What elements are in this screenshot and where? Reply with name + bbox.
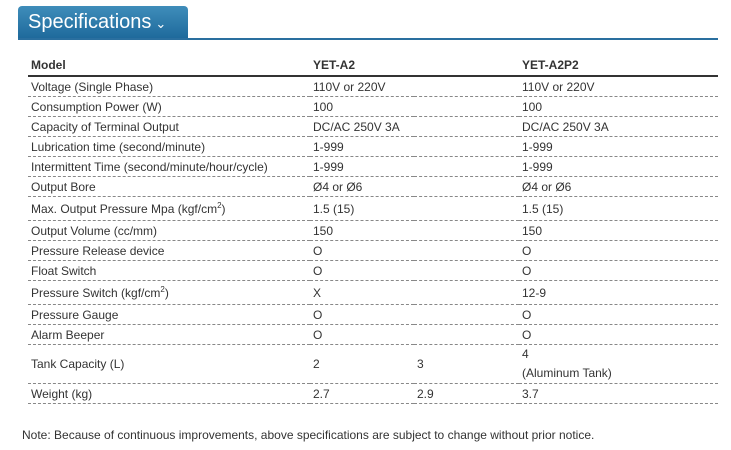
header-blank [414,54,519,76]
value-yet-a2: 1.5 (15) [310,197,414,221]
value-yet-a2: 1-999 [310,157,414,177]
row-label: Lubrication time (second/minute) [28,137,310,157]
value-yet-a2: O [310,305,414,325]
row-label: Float Switch [28,261,310,281]
table-row [28,117,718,137]
table-row [28,325,718,345]
table-row [28,261,718,281]
table-row [28,157,718,177]
value-yet-a2: Ø4 or Ø6 [310,177,414,197]
table-row [28,197,718,221]
value-yet-a2p2: O [519,261,718,281]
value-yet-a2: 100 [310,97,414,117]
row-label: Output Volume (cc/mm) [28,221,310,241]
value-yet-a2p2: 1-999 [519,157,718,177]
row-label: Intermittent Time (second/minute/hour/cycle) [28,157,310,177]
value-yet-a2p2: 100 [519,97,718,117]
value-yet-a2p2: DC/AC 250V 3A [519,117,718,137]
footnote: Note: Because of continuous improvements, above specifications are subject to change without prior notice. [22,428,595,442]
table-row [28,76,718,97]
value-yet-a2p2: 150 [519,221,718,241]
row-label: Alarm Beeper [28,325,310,345]
table-row [28,305,718,325]
table-header-row [28,54,718,76]
specifications-tab[interactable] [18,6,188,38]
value-yet-a2-alt [414,157,519,177]
table-row [28,241,718,261]
value-yet-a2: 1-999 [310,137,414,157]
value-yet-a2-alt [414,177,519,197]
table-row [28,345,718,384]
row-label: Consumption Power (W) [28,97,310,117]
value-yet-a2-alt [414,197,519,221]
specifications-table [28,54,718,404]
row-label: Max. Output Pressure Mpa $(kgf/cm^2)$ [28,197,310,221]
table-row [28,137,718,157]
value-yet-a2p2: O [519,241,718,261]
value-yet-a2: 2.7 [310,384,414,404]
row-label: Output Bore [28,177,310,197]
tab-title: Specifications [28,11,152,33]
value-yet-a2-alt [414,261,519,281]
value-yet-a2: 150 [310,221,414,241]
table-row [28,221,718,241]
value-yet-a2-alt [414,221,519,241]
value-yet-a2-alt [414,241,519,261]
header-yet-a2: YET-A2 [310,54,414,76]
value-yet-a2-alt [414,325,519,345]
row-label: Pressure Release device [28,241,310,261]
value-yet-a2-alt [414,76,519,97]
row-label: Voltage (Single Phase) [28,76,310,97]
header-yet-a2p2: YET-A2P2 [519,54,718,76]
value-yet-a2: DC/AC 250V 3A [310,117,414,137]
value-yet-a2-alt [414,117,519,137]
value-yet-a2: O [310,261,414,281]
value-yet-a2-alt [414,137,519,157]
value-yet-a2p2: Ø4 or Ø6 [519,177,718,197]
row-label: Tank Capacity (L) [28,345,310,384]
value-yet-a2-alt: 2.9 [414,384,519,404]
row-label: Weight (kg) [28,384,310,404]
table-row [28,384,718,404]
row-label: Pressure Switch $(kgf/cm^2)$ [28,281,310,305]
value-yet-a2-alt [414,281,519,305]
value-yet-a2: X [310,281,414,305]
value-yet-a2p2: 12-9 [519,281,718,305]
value-yet-a2: O [310,325,414,345]
row-label: Pressure Gauge [28,305,310,325]
value-yet-a2p2: 1-999 [519,137,718,157]
value-yet-a2p2: 110V or 220V [519,76,718,97]
value-yet-a2: O [310,241,414,261]
row-label: Capacity of Terminal Output [28,117,310,137]
value-yet-a2p2: 4 (Aluminum Tank) [519,345,718,384]
table-row [28,177,718,197]
value-yet-a2-alt: 3 [414,345,519,384]
value-yet-a2-alt [414,305,519,325]
value-yet-a2p2: O [519,305,718,325]
value-yet-a2p2: O [519,325,718,345]
value-yet-a2: 2 [310,345,414,384]
table-row [28,281,718,305]
tab-underline [18,38,718,40]
value-yet-a2p2: 3.7 [519,384,718,404]
value-yet-a2p2: 1.5 (15) [519,197,718,221]
table-row [28,97,718,117]
value-yet-a2-alt [414,97,519,117]
value-yet-a2p2-note: (Aluminum Tank) [522,366,612,380]
header-model: Model [28,54,310,76]
value-yet-a2: 110V or 220V [310,76,414,97]
chevron-down-icon: ⌄ [155,16,167,31]
